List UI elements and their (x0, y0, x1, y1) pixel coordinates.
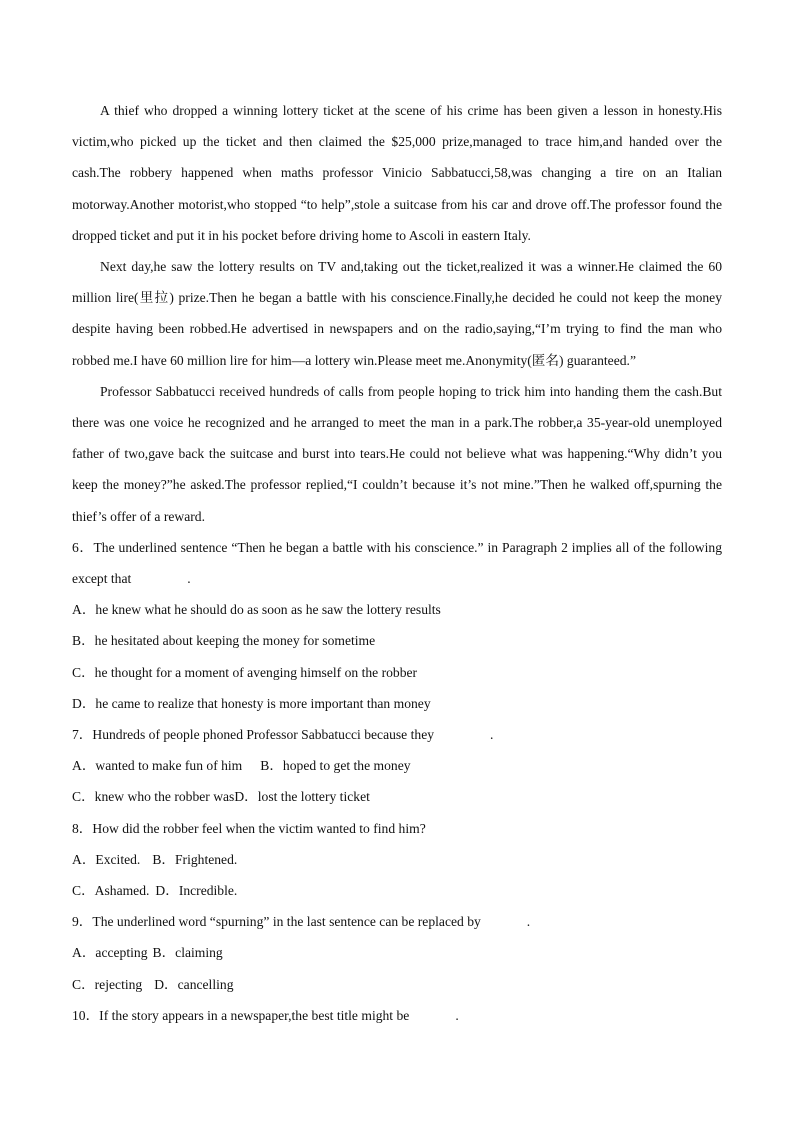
question-7-options-cd (72, 781, 722, 812)
question-8-option-c: C．Ashamed. (72, 883, 150, 899)
question-8-option-a: A．Excited. (72, 851, 141, 867)
question-8-stem: 8．How did the robber feel when the victim wanted to find him? (72, 820, 426, 836)
passage-paragraph-1: A thief who dropped a winning lottery ticket at the scene of his crime has been given a lesson in honesty.His victim,who picked up the ticket and then claimed the $25,000 prize,managed to trace him,and handed over the cash.The robbery happened when maths professor Vinicio Sabbatucci,58,was changing a tire on an Italian motorway.Another motorist,who stopped “to help”,stole a suitcase from his car and drove off.The professor found the dropped ticket and put it in his pocket before driving home to Ascoli in eastern Italy. (72, 103, 722, 243)
question-9-options-cd (72, 969, 722, 1000)
question-9-option-d: D．cancelling (154, 976, 234, 992)
question-7-option-b: B．hoped to get the money (260, 758, 411, 774)
question-8-option-d: D．Incredible. (155, 883, 238, 899)
question-6-stem: 6．The underlined sentence “Then he began a battle with his conscience.” in Paragraph 2 implies all of the following except that . (72, 539, 722, 587)
question-8-option-b: B．Frightened. (152, 851, 238, 867)
question-7-options-ab (72, 750, 722, 781)
question-8-options-ab (72, 844, 722, 875)
question-6-option-a: A．he knew what he should do as soon as he saw the lottery results (72, 602, 441, 618)
question-9-options-ab (72, 937, 722, 968)
question-9-stem: 9．The underlined word “spurning” in the last sentence can be replaced by . (72, 914, 531, 930)
question-7-option-c: C．knew who the robber was (72, 789, 235, 805)
passage-paragraph-2: Next day,he saw the lottery results on TV and,taking out the ticket,realized it was a winner.He claimed the 60 million lire(里拉) prize.Then he began a battle with his conscience.Finally,he decided he could not keep the money despite having been robbed.He advertised in newspapers and on the radio,saying,“I’m trying to find the man who robbed me.I have 60 million lire for him—a lottery win.Please meet me.Anonymity(匿名) guaranteed.” (72, 259, 722, 368)
question-6-option-b: B．he hesitated about keeping the money for sometime (72, 633, 376, 649)
question-8-options-cd (72, 875, 722, 906)
question-6-option-d: D．he came to realize that honesty is more important than money (72, 695, 431, 711)
question-6-option-c: C．he thought for a moment of avenging himself on the robber (72, 664, 418, 680)
question-10-stem: 10．If the story appears in a newspaper,the best title might be . (72, 1007, 459, 1023)
question-9-option-c: C．rejecting (72, 976, 143, 992)
question-9-option-a: A．accepting (72, 945, 148, 961)
question-9-option-b: B．claiming (152, 945, 223, 961)
document-page (72, 95, 722, 1031)
passage-paragraph-3: Professor Sabbatucci received hundreds of calls from people hoping to trick him into handing them the cash.But there was one voice he recognized and he arranged to meet the man in a park.The robber,a 35-year-old unemployed father of two,gave back the suitcase and burst into tears.He could not believe what was happening.“Why didn’t you keep the money?”he asked.The professor replied,“I couldn’t because it’s not mine.”Then he walked off,spurning the thief’s offer of a reward. (72, 383, 722, 524)
question-7-option-d: D．lost the lottery ticket (234, 789, 370, 805)
question-7-option-a: A．wanted to make fun of him (72, 758, 243, 774)
question-7-stem: 7．Hundreds of people phoned Professor Sabbatucci because they . (72, 727, 494, 743)
